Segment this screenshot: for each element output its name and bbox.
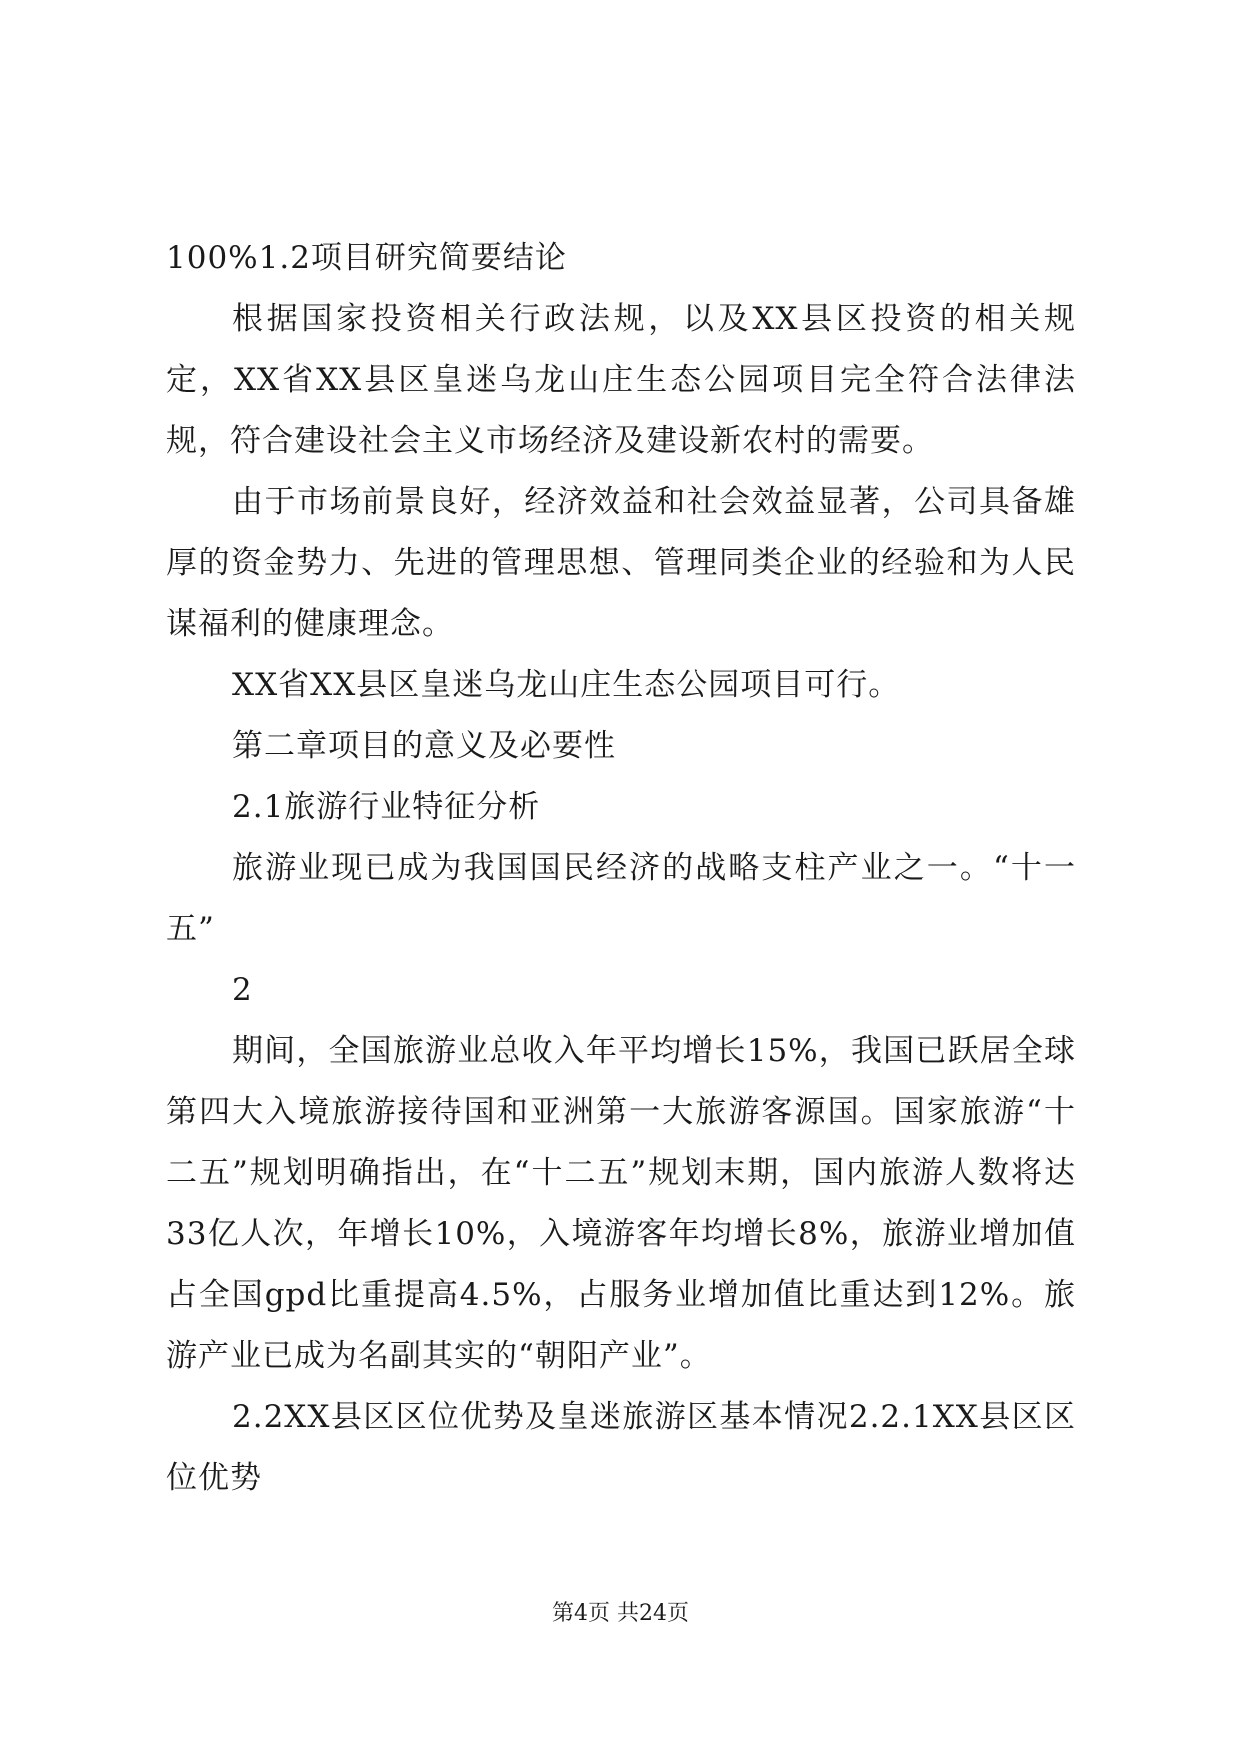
chapter-two-heading: 第二章项目的意义及必要性 <box>232 728 616 764</box>
paragraph-market-prospects: 由于市场前景良好，经济效益和社会效益显著，公司具备雄厚的资金势力、先进的管理思想、管理同类企业的经验和为人民谋福利的健康理念。 <box>166 484 1076 642</box>
section-2-2-heading: 2.2XX县区区位优势及皇迷旅游区基本情况2.2.1XX县区区位优势 <box>166 1399 1076 1496</box>
paragraph-legal-compliance: 根据国家投资相关行政法规，以及XX县区投资的相关规定，XX省XX县区皇迷乌龙山庄生态公园项目完全符合法律法规，符合建设社会主义市场经济及建设新农村的需要。 <box>166 301 1076 459</box>
paragraph-feasibility: XX省XX县区皇迷乌龙山庄生态公园项目可行。 <box>232 667 901 703</box>
paragraph-tourism-growth: 期间，全国旅游业总收入年平均增长15%，我国已跃居全球第四大入境旅游接待国和亚洲第一大旅游客源国。国家旅游“十二五”规划明确指出，在“十二五”规划末期，国内旅游人数将达33亿人次，年增长10%，入境游客年均增长8%，旅游业增加值占全国gpd比重提高4.5%，占服务业增加值比重达到12%。旅游产业已成为名副其实的“朝阳产业”。 <box>166 1033 1076 1374</box>
document-body <box>166 228 1076 1509</box>
paragraph-footnote-number: 2 <box>232 972 253 1008</box>
section-2-1-heading: 2.1旅游行业特征分析 <box>232 789 541 825</box>
page-footer: 第4页 共24页 <box>552 1601 689 1626</box>
paragraph-conclusion-heading: 100%1.2项目研究简要结论 <box>166 240 567 276</box>
paragraph-tourism-pillar: 旅游业现已成为我国国民经济的战略支柱产业之一。“十一五” <box>166 850 1076 947</box>
